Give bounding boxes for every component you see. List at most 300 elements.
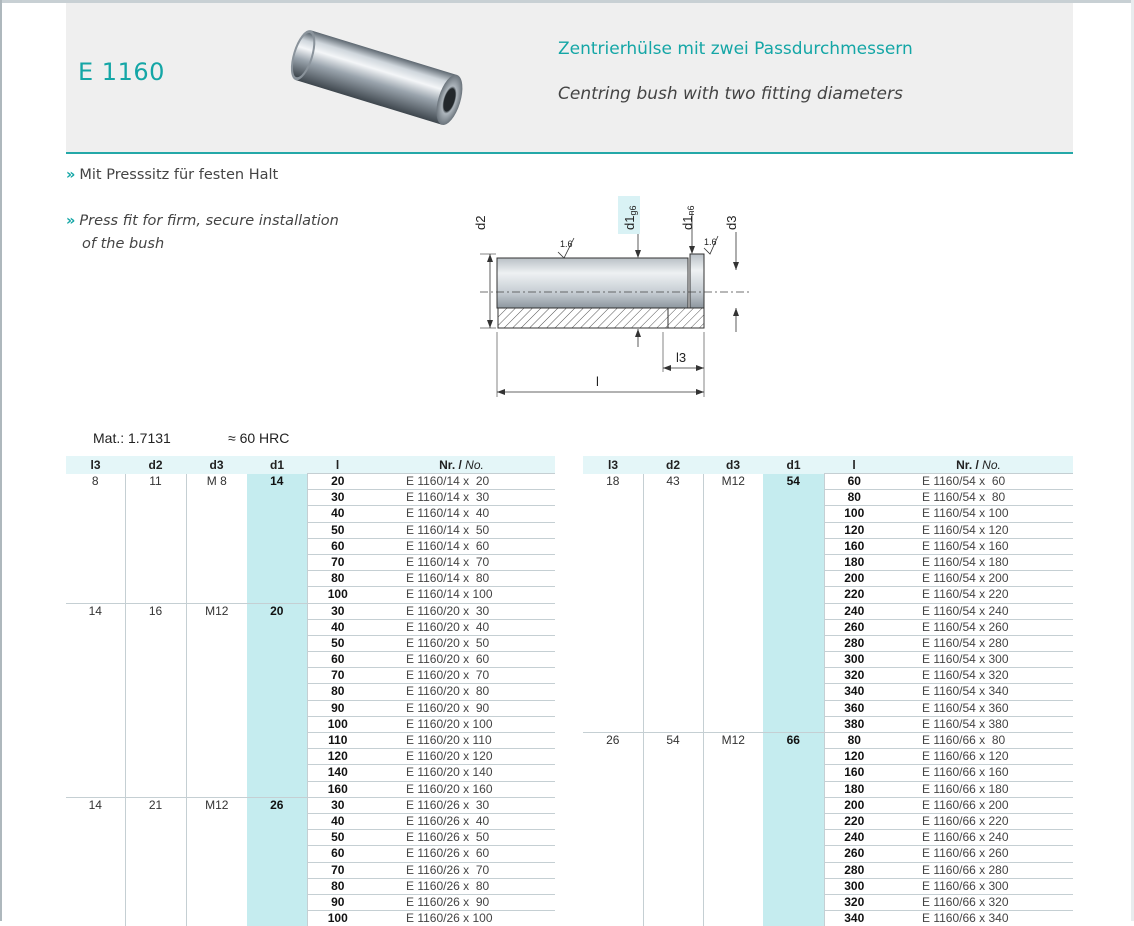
cell-order-no: E 1160/66 x 240 (884, 830, 1073, 846)
table-row (66, 619, 555, 635)
cell-l3 (66, 522, 125, 538)
table-row (583, 522, 1073, 538)
cell-l: 100 (824, 506, 884, 522)
table-row (583, 862, 1073, 878)
label-l: l (596, 374, 599, 389)
cell-l3 (66, 490, 125, 506)
cell-d3: M 8 (186, 474, 247, 490)
cell-d2: 43 (643, 474, 703, 490)
cell-order-no: E 1160/14 x 70 (368, 554, 555, 570)
feature-bullet-2-continued: of the bush (82, 233, 164, 256)
product-code: E 1160 (78, 58, 165, 86)
cell-order-no: E 1160/54 x 360 (884, 700, 1073, 716)
table-row (66, 684, 555, 700)
cell-d3 (703, 846, 763, 862)
col-l3: l3 (583, 456, 643, 474)
cell-d2 (643, 765, 703, 781)
cell-l: 40 (307, 813, 368, 829)
cell-d2: 54 (643, 733, 703, 749)
cell-d2 (125, 522, 186, 538)
cell-order-no: E 1160/54 x 120 (884, 522, 1073, 538)
cell-l: 20 (307, 474, 368, 490)
cell-d2 (643, 490, 703, 506)
cell-d3 (703, 652, 763, 668)
table-row (66, 490, 555, 506)
cell-d3 (186, 684, 247, 700)
cell-l3: 14 (66, 797, 125, 813)
col-d3: d3 (703, 456, 763, 474)
table-row (583, 684, 1073, 700)
cell-d1 (763, 765, 824, 781)
cell-d3 (703, 797, 763, 813)
cell-order-no: E 1160/66 x 220 (884, 813, 1073, 829)
cell-l3 (583, 716, 643, 732)
cell-l: 380 (824, 716, 884, 732)
cell-d2 (125, 635, 186, 651)
cell-d3 (186, 813, 247, 829)
cell-d3 (186, 700, 247, 716)
cell-l3 (583, 668, 643, 684)
bullet-text: Press fit for firm, secure installation (79, 213, 338, 229)
cell-d1 (247, 765, 307, 781)
cell-l3 (66, 506, 125, 522)
cell-order-no: E 1160/54 x 60 (884, 474, 1073, 490)
cell-l: 260 (824, 846, 884, 862)
cell-d2 (125, 506, 186, 522)
table-row (583, 554, 1073, 570)
cell-d2 (125, 862, 186, 878)
bullet-marker: » (66, 213, 75, 229)
cell-d3 (186, 733, 247, 749)
cell-order-no: E 1160/54 x 200 (884, 571, 1073, 587)
cell-l3: 14 (66, 603, 125, 619)
table-row (66, 522, 555, 538)
cell-d1 (763, 506, 824, 522)
table-row (583, 668, 1073, 684)
cell-d2 (125, 830, 186, 846)
cell-order-no: E 1160/26 x 100 (368, 911, 555, 926)
cell-order-no: E 1160/66 x 320 (884, 894, 1073, 910)
cell-l: 240 (824, 830, 884, 846)
table-row (583, 894, 1073, 910)
cell-d1 (763, 538, 824, 554)
table-row (66, 587, 555, 603)
cell-l3 (583, 603, 643, 619)
cell-order-no: E 1160/54 x 380 (884, 716, 1073, 732)
cell-l: 50 (307, 830, 368, 846)
cell-order-no: E 1160/14 x 60 (368, 538, 555, 554)
cell-order-no: E 1160/20 x 80 (368, 684, 555, 700)
table-row (583, 635, 1073, 651)
cell-d1 (247, 635, 307, 651)
cell-l3 (583, 781, 643, 797)
cell-d1 (763, 894, 824, 910)
cell-d3 (186, 911, 247, 926)
cell-d2 (643, 587, 703, 603)
cell-l3 (583, 700, 643, 716)
cell-d1 (763, 846, 824, 862)
col-nr: Nr. / No. (884, 456, 1073, 474)
cell-d2 (643, 668, 703, 684)
table-row (583, 490, 1073, 506)
cell-d1 (247, 587, 307, 603)
cell-l: 60 (824, 474, 884, 490)
cell-d1 (763, 830, 824, 846)
cell-d1 (763, 587, 824, 603)
cell-l: 340 (824, 684, 884, 700)
cell-l3 (583, 830, 643, 846)
cell-d1 (763, 749, 824, 765)
cell-d1 (247, 571, 307, 587)
cell-d3 (186, 652, 247, 668)
cell-d1 (763, 603, 824, 619)
cell-l3 (583, 635, 643, 651)
cell-l: 80 (307, 878, 368, 894)
cell-d1 (763, 862, 824, 878)
cell-d2 (643, 894, 703, 910)
table-body (66, 474, 555, 926)
table-row (583, 781, 1073, 797)
cell-d3 (703, 571, 763, 587)
cell-order-no: E 1160/20 x 110 (368, 733, 555, 749)
cell-l3 (66, 813, 125, 829)
cell-d1 (247, 684, 307, 700)
cell-d2 (125, 490, 186, 506)
cell-order-no: E 1160/54 x 160 (884, 538, 1073, 554)
cell-l3: 26 (583, 733, 643, 749)
cell-l: 360 (824, 700, 884, 716)
cell-d2 (125, 813, 186, 829)
cell-order-no: E 1160/54 x 220 (884, 587, 1073, 603)
cell-d2 (643, 911, 703, 926)
table-row (66, 878, 555, 894)
label-d3: d3 (724, 216, 739, 230)
cell-d3 (186, 506, 247, 522)
cell-d1 (763, 781, 824, 797)
cell-order-no: E 1160/66 x 260 (884, 846, 1073, 862)
product-header (66, 3, 1073, 152)
cell-d2 (125, 619, 186, 635)
cell-order-no: E 1160/20 x 120 (368, 749, 555, 765)
table-row (66, 635, 555, 651)
table-row (66, 716, 555, 732)
cell-d3 (703, 587, 763, 603)
bullet-text: Mit Presssitz für festen Halt (79, 167, 278, 183)
cell-l: 140 (307, 765, 368, 781)
cell-l3 (583, 878, 643, 894)
cell-d2 (643, 862, 703, 878)
cell-d3 (186, 571, 247, 587)
cell-d3 (703, 862, 763, 878)
cell-l3 (583, 911, 643, 926)
table-row (583, 765, 1073, 781)
cell-d3 (186, 587, 247, 603)
table-row (66, 733, 555, 749)
cell-d2 (643, 716, 703, 732)
cell-l: 60 (307, 652, 368, 668)
cell-l: 280 (824, 862, 884, 878)
cell-d1 (247, 781, 307, 797)
cell-d2 (643, 781, 703, 797)
cell-l3 (66, 635, 125, 651)
cell-d3 (703, 781, 763, 797)
cell-d1 (247, 506, 307, 522)
table-row (66, 797, 555, 813)
cell-d1 (247, 716, 307, 732)
cell-order-no: E 1160/66 x 120 (884, 749, 1073, 765)
cell-order-no: E 1160/66 x 280 (884, 862, 1073, 878)
table-row (66, 474, 555, 490)
cell-d2 (643, 522, 703, 538)
table-row (583, 911, 1073, 926)
cell-l3 (583, 749, 643, 765)
cell-order-no: E 1160/66 x 340 (884, 911, 1073, 926)
cell-d3 (186, 878, 247, 894)
cell-l: 120 (307, 749, 368, 765)
cell-d2 (125, 684, 186, 700)
cell-l3 (583, 522, 643, 538)
cell-order-no: E 1160/66 x 80 (884, 733, 1073, 749)
cell-l: 320 (824, 894, 884, 910)
cell-order-no: E 1160/20 x 70 (368, 668, 555, 684)
cell-order-no: E 1160/14 x 40 (368, 506, 555, 522)
cell-d2 (125, 571, 186, 587)
table-row (583, 830, 1073, 846)
cell-order-no: E 1160/26 x 60 (368, 846, 555, 862)
cell-d2 (125, 765, 186, 781)
col-nr: Nr. / No. (368, 456, 555, 474)
cell-l: 100 (307, 911, 368, 926)
table-row (66, 700, 555, 716)
cell-d3 (703, 490, 763, 506)
table-row (66, 749, 555, 765)
cell-order-no: E 1160/54 x 100 (884, 506, 1073, 522)
cell-l3: 18 (583, 474, 643, 490)
cell-d1 (247, 830, 307, 846)
cell-d3 (186, 554, 247, 570)
table-row (66, 830, 555, 846)
cell-l: 70 (307, 554, 368, 570)
cell-l3 (66, 911, 125, 926)
dimension-table-right (583, 456, 1073, 926)
cell-l3 (583, 506, 643, 522)
cell-order-no: E 1160/14 x 50 (368, 522, 555, 538)
cell-l: 100 (307, 716, 368, 732)
cell-order-no: E 1160/20 x 40 (368, 619, 555, 635)
cell-l: 200 (824, 797, 884, 813)
table-row (66, 554, 555, 570)
cell-l: 50 (307, 522, 368, 538)
cell-d1 (763, 797, 824, 813)
cell-d3 (703, 668, 763, 684)
cell-d1 (247, 554, 307, 570)
cell-d2 (643, 797, 703, 813)
cell-d2 (125, 554, 186, 570)
cell-d3 (186, 490, 247, 506)
label-d2: d2 (473, 216, 488, 230)
cell-l: 220 (824, 587, 884, 603)
product-photo (278, 12, 478, 142)
cell-d2 (125, 538, 186, 554)
col-l3: l3 (66, 456, 125, 474)
cell-d1 (247, 733, 307, 749)
cell-d2: 16 (125, 603, 186, 619)
material-spec: Mat.: 1.7131 (93, 430, 171, 446)
table-row (66, 538, 555, 554)
cell-l: 30 (307, 603, 368, 619)
table-row (583, 700, 1073, 716)
cell-l3 (66, 619, 125, 635)
cell-l3 (66, 878, 125, 894)
technical-drawing (470, 192, 760, 412)
cell-l3 (66, 765, 125, 781)
cell-d3 (186, 619, 247, 635)
cell-l: 30 (307, 490, 368, 506)
table-header (66, 456, 555, 474)
cell-d3 (703, 830, 763, 846)
cell-l: 80 (307, 684, 368, 700)
cell-d2 (125, 749, 186, 765)
col-d1: d1 (763, 456, 824, 474)
table-row (66, 652, 555, 668)
cell-order-no: E 1160/54 x 80 (884, 490, 1073, 506)
table-row (66, 813, 555, 829)
cell-l3 (66, 684, 125, 700)
feature-bullet-1 (66, 164, 278, 187)
bullet-marker: » (66, 167, 75, 183)
cell-l: 300 (824, 652, 884, 668)
cell-d1: 26 (247, 797, 307, 813)
header-divider (66, 152, 1073, 154)
cell-d3 (186, 538, 247, 554)
cell-d2 (643, 652, 703, 668)
table-row (66, 846, 555, 862)
roughness-label-1: 1.6 (560, 239, 573, 249)
table-body (583, 474, 1073, 926)
cell-d1 (763, 490, 824, 506)
cell-l3 (66, 781, 125, 797)
cell-d3 (186, 846, 247, 862)
cell-l: 300 (824, 878, 884, 894)
cell-order-no: E 1160/20 x 50 (368, 635, 555, 651)
cell-d1 (247, 538, 307, 554)
cell-d3 (186, 522, 247, 538)
cell-d2: 21 (125, 797, 186, 813)
cell-d1 (763, 635, 824, 651)
cell-order-no: E 1160/54 x 340 (884, 684, 1073, 700)
cell-order-no: E 1160/54 x 240 (884, 603, 1073, 619)
cell-order-no: E 1160/26 x 40 (368, 813, 555, 829)
cell-d2: 11 (125, 474, 186, 490)
cell-l: 100 (307, 587, 368, 603)
table-row (66, 603, 555, 619)
cell-l: 120 (824, 522, 884, 538)
cell-d2 (643, 619, 703, 635)
cell-l: 160 (824, 765, 884, 781)
cell-d1 (763, 700, 824, 716)
cell-order-no: E 1160/20 x 140 (368, 765, 555, 781)
cell-d3 (703, 522, 763, 538)
cell-d2 (643, 635, 703, 651)
cell-d2 (125, 781, 186, 797)
hardness-spec: ≈ 60 HRC (228, 430, 289, 446)
cell-l: 80 (307, 571, 368, 587)
cell-l3 (66, 668, 125, 684)
table-row (66, 571, 555, 587)
cell-l3 (66, 538, 125, 554)
cell-l3 (583, 797, 643, 813)
cell-l: 110 (307, 733, 368, 749)
cell-l: 240 (824, 603, 884, 619)
cell-order-no: E 1160/54 x 300 (884, 652, 1073, 668)
cell-l3 (583, 619, 643, 635)
page-left-rule (0, 0, 2, 921)
cell-l3 (66, 733, 125, 749)
cell-d3 (186, 668, 247, 684)
cell-l3 (66, 571, 125, 587)
cell-d3 (186, 765, 247, 781)
table-row (583, 587, 1073, 603)
cell-d3 (186, 749, 247, 765)
cell-d3: M12 (186, 797, 247, 813)
cell-d3 (186, 862, 247, 878)
cell-l: 180 (824, 781, 884, 797)
cell-l: 160 (824, 538, 884, 554)
cell-l3 (583, 587, 643, 603)
cell-d2 (643, 554, 703, 570)
table-row (583, 538, 1073, 554)
cell-d3 (703, 603, 763, 619)
cell-l: 160 (307, 781, 368, 797)
cell-l: 120 (824, 749, 884, 765)
cell-d1: 14 (247, 474, 307, 490)
cell-l: 90 (307, 700, 368, 716)
cell-d1 (763, 684, 824, 700)
col-d3: d3 (186, 456, 247, 474)
cell-d3 (703, 635, 763, 651)
cell-d3 (703, 619, 763, 635)
cell-l3 (66, 862, 125, 878)
cell-order-no: E 1160/66 x 160 (884, 765, 1073, 781)
col-l: l (824, 456, 884, 474)
table-row (583, 506, 1073, 522)
cell-d2 (125, 587, 186, 603)
label-d1-n6: d1n6 (680, 206, 696, 230)
cell-d2 (125, 700, 186, 716)
cell-order-no: E 1160/20 x 90 (368, 700, 555, 716)
col-l: l (307, 456, 368, 474)
cell-l: 200 (824, 571, 884, 587)
cell-d1 (247, 668, 307, 684)
cell-order-no: E 1160/26 x 30 (368, 797, 555, 813)
cell-d1 (763, 619, 824, 635)
cell-l: 50 (307, 635, 368, 651)
cell-d1 (247, 878, 307, 894)
cell-l3 (583, 765, 643, 781)
cell-d2 (643, 749, 703, 765)
cell-d3: M12 (186, 603, 247, 619)
table-row (583, 619, 1073, 635)
cell-d1 (247, 894, 307, 910)
cell-order-no: E 1160/26 x 70 (368, 862, 555, 878)
cell-order-no: E 1160/54 x 320 (884, 668, 1073, 684)
cell-d1 (247, 813, 307, 829)
cell-l3 (66, 830, 125, 846)
cell-l3 (583, 846, 643, 862)
cell-d2 (643, 813, 703, 829)
cell-d1 (247, 862, 307, 878)
cell-l: 60 (307, 538, 368, 554)
